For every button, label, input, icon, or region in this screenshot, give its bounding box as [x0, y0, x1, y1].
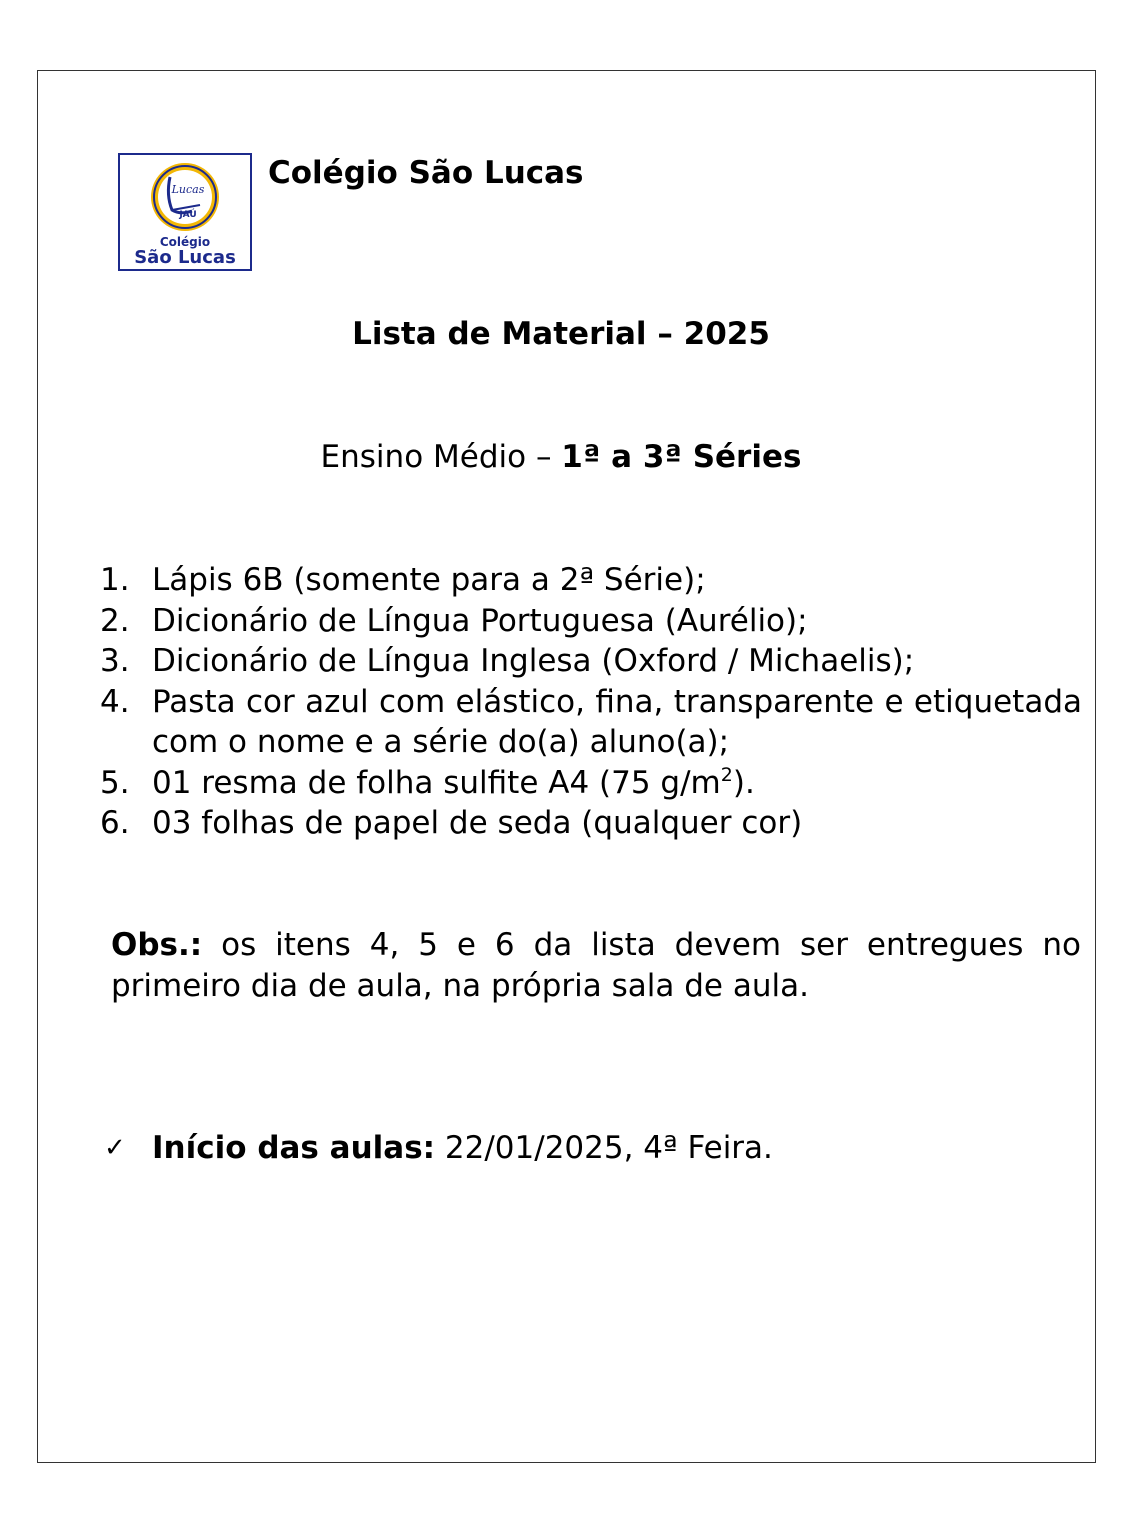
list-item	[100, 763, 1082, 804]
list-item-number: 4.	[100, 683, 130, 720]
observation-label: Obs.:	[111, 927, 203, 963]
logo-text-city: JAÚ	[179, 210, 197, 220]
classes-start-line	[104, 1130, 773, 1166]
list-item-text: 03 folhas de papel de seda (qualquer cor)	[152, 805, 803, 841]
checkmark-icon: ✓	[104, 1133, 126, 1163]
list-item-text: Pasta cor azul com elástico, fina, transparente e etiquetada com o nome e a série do(a) aluno(a);	[152, 683, 1082, 760]
list-item-number: 6.	[100, 805, 130, 841]
classes-start-text: 22/01/2025, 4ª Feira.	[435, 1130, 773, 1166]
superscript: 2	[720, 763, 733, 786]
material-list	[100, 560, 1082, 844]
subtitle	[0, 439, 1122, 475]
list-item-text-main: 01 resma de folha sulfite A4 (75 g/m	[152, 764, 721, 801]
observation-note	[111, 925, 1081, 1007]
list-item-text: Lápis 6B (somente para a 2ª Série);	[152, 562, 706, 598]
subtitle-prefix: Ensino Médio –	[320, 439, 562, 475]
list-item-number: 1.	[100, 562, 130, 598]
list-item-number: 3.	[100, 643, 130, 679]
classes-start-content	[152, 1130, 773, 1166]
list-item	[100, 641, 1082, 682]
list-item	[100, 682, 1082, 763]
logo-text-line1: Colégio	[159, 235, 211, 249]
list-item	[100, 803, 1082, 844]
school-name: Colégio São Lucas	[268, 155, 584, 191]
logo-text-top: Lucas	[171, 183, 205, 196]
classes-start-label: Início das aulas:	[152, 1130, 436, 1166]
list-item-text: Dicionário de Língua Inglesa (Oxford / Michaelis);	[152, 643, 915, 679]
subtitle-bold: 1ª a 3ª Séries	[561, 439, 802, 475]
list-item	[100, 560, 1082, 601]
list-item-text	[152, 763, 1082, 804]
list-item-text-suffix: ).	[732, 764, 755, 801]
sao-lucas-logo-icon	[120, 155, 250, 269]
school-logo	[118, 153, 252, 271]
observation-text: os itens 4, 5 e 6 da lista devem ser entregues no primeiro dia de aula, na própria sala de aula.	[111, 927, 1081, 1004]
list-item-number: 5.	[100, 764, 130, 801]
list-item	[100, 601, 1082, 642]
logo-text-line2: São Lucas	[134, 247, 236, 268]
page-title: Lista de Material – 2025	[352, 316, 770, 352]
list-item-text: Dicionário de Língua Portuguesa (Aurélio);	[152, 602, 808, 639]
list-item-number: 2.	[100, 602, 130, 639]
